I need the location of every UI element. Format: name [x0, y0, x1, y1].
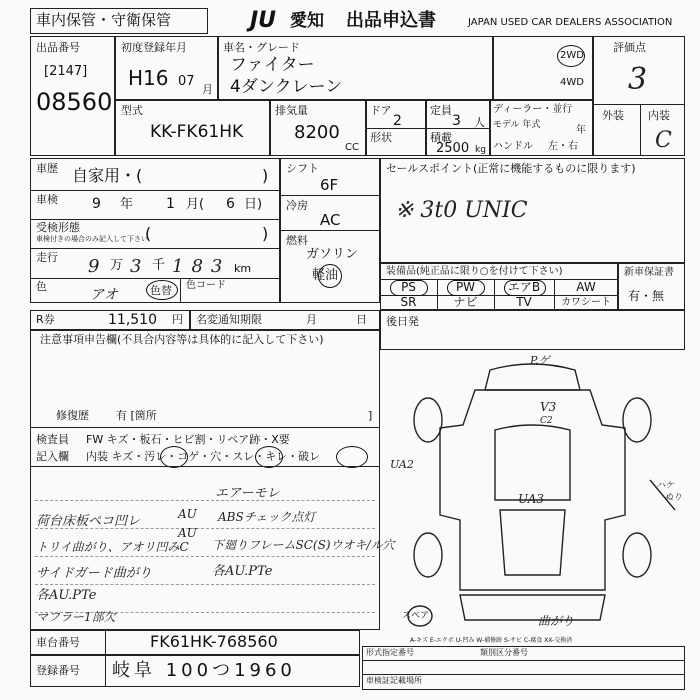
equipment-airbag: エアB	[507, 280, 541, 294]
notice-month: 月	[306, 313, 317, 326]
color-change: 色替	[150, 284, 172, 297]
note-side-guard: サイドガード曲がり	[36, 566, 152, 581]
shift-value: 6F	[320, 176, 339, 194]
drive-4wd: 4WD	[560, 77, 584, 88]
damage-legend: A-キズ E-エクボ U-凹み W-補修跡 S-サビ C-腐食 XX-交換済	[410, 637, 573, 644]
later-ship-box	[380, 310, 685, 350]
exterior-label: 外装	[602, 109, 624, 122]
chassis-vdivider	[105, 630, 106, 655]
warranty-open: (	[145, 224, 152, 243]
later-ship-label: 後日発	[386, 315, 419, 328]
displacement-unit: CC	[345, 142, 359, 153]
grade-label: 評価点	[613, 41, 646, 54]
plate-label: 登録番号	[36, 664, 80, 677]
warranty-type-label: 受検形態	[36, 221, 80, 234]
br-h2	[362, 674, 685, 675]
ac-label: 冷房	[286, 199, 308, 212]
diagram-v3: V3	[540, 400, 557, 414]
doors-label: ドア	[370, 104, 392, 117]
inspector-label: 検査員	[36, 433, 69, 446]
equipment-tv: TV	[516, 295, 532, 309]
drive-2wd: 2WD	[560, 50, 584, 61]
equipment-leather: カワシート	[561, 297, 611, 308]
ac-value: AC	[320, 211, 341, 229]
handle-label: ハンドル	[493, 141, 533, 152]
model-year-label: モデル 年式	[493, 120, 541, 130]
notice-label: 名変通知期限	[196, 313, 262, 326]
load-unit: kg	[475, 145, 486, 155]
fw-check-row: FW キズ・板石・ヒビ割・リペア跡・X要	[86, 433, 290, 446]
br-h1	[362, 660, 685, 661]
diagram-ua3: UA3	[518, 492, 545, 506]
inspection-month: 1	[166, 196, 175, 212]
mileage-v2: 3	[130, 256, 142, 277]
registration-year: H16	[128, 66, 169, 90]
repair-history-value: 有 [箇所	[116, 409, 157, 422]
note-all-au: 各AU.PTe	[36, 588, 97, 603]
diagram-hake: ハケ	[656, 481, 675, 491]
diagram-nuri: ぬり	[664, 493, 683, 503]
dealer-label: ディーラー・並行	[493, 104, 573, 115]
warranty-type-sub: 車検付きの場合のみ記入して下さい	[36, 235, 148, 243]
vehicle-grade: 4ダンクレーン	[230, 77, 343, 97]
plate-vdivider	[105, 655, 106, 687]
type-class-label: 類別区分番号	[480, 648, 528, 657]
load-value: 2500	[436, 141, 470, 156]
inspection-year-unit: 年	[120, 197, 134, 212]
entry-label: 記入欄	[36, 450, 69, 463]
displacement-value: 8200	[294, 122, 340, 143]
diagram-spare: スペア	[402, 611, 430, 621]
equipment-label: 装備品(純正品に限り○を付けて下さい)	[386, 266, 563, 277]
sales-point-text: ※ 3t0 UNIC	[395, 198, 528, 223]
checks-bottom-line	[30, 466, 380, 467]
color-vdivider	[180, 278, 181, 303]
r-ticket-value: 11,510	[108, 312, 157, 328]
warranty-close: )	[262, 224, 269, 243]
capacity-value: 3	[452, 113, 461, 129]
note-line-1	[35, 500, 375, 501]
logo: JU	[250, 8, 277, 33]
mileage-v1: 9	[88, 256, 100, 277]
fuel-label: 燃料	[286, 234, 308, 247]
int-check-mark-3	[336, 446, 368, 468]
shift-label: シフト	[286, 162, 319, 175]
mileage-u2: 千	[152, 258, 166, 273]
diagram-c2: C2	[540, 416, 553, 426]
fuel-value-2: 軽油	[312, 268, 339, 283]
registration-label: 初度登録年月	[121, 41, 187, 54]
int-check-mark-1	[160, 446, 188, 468]
interior-check-row: 内装 キズ・汚レ・コゲ・穴・スレ・キレ・破レ	[86, 450, 321, 463]
doors-value: 2	[393, 113, 402, 129]
interior-label: 内装	[648, 109, 670, 122]
mileage-unit: km	[234, 262, 252, 275]
grade-score: 3	[628, 62, 648, 97]
note-torii: トリイ曲がり、アオリ凹みC	[36, 540, 189, 554]
form-title: 出品申込書	[346, 10, 436, 31]
chassis-label: 車台番号	[36, 636, 80, 649]
mileage-u1: 万	[110, 258, 124, 273]
note-bed-dent-code: AU	[178, 507, 197, 521]
spec-divider-1	[280, 195, 380, 196]
divider-2	[30, 219, 280, 220]
capacity-unit: 人	[474, 116, 485, 129]
note-muffler: マフラー1部欠	[36, 610, 116, 624]
repair-history-close: ]	[368, 409, 373, 422]
interior-score: C	[655, 128, 672, 153]
equipment-navi: ナビ	[453, 295, 478, 309]
registration-month-unit: 月	[202, 83, 213, 96]
registration-month: 07	[178, 74, 195, 89]
listing-label: 出品番号	[36, 41, 80, 54]
model-value: KK-FK61HK	[150, 122, 244, 142]
history-value: 自家用・(	[72, 166, 143, 185]
diagram-ua2: UA2	[390, 458, 414, 471]
note-torii-code: AU	[178, 526, 197, 540]
load-label: 積載	[430, 131, 452, 144]
chassis-value: FK61HK-768560	[150, 632, 278, 651]
color-code-label: 色コード	[186, 280, 226, 291]
listing-number: 08560	[36, 88, 113, 116]
inspection-label: 車検	[36, 193, 58, 206]
equipment-ps: PS	[401, 280, 416, 294]
warranty-book-label: 新車保証書	[624, 267, 674, 278]
inspection-day: 6	[226, 196, 235, 212]
handle-value: 左・右	[548, 141, 578, 152]
model-designation-label: 形式指定番号	[366, 648, 414, 657]
inspection-day-unit: 日)	[244, 197, 263, 212]
mileage-v3: 183	[172, 256, 231, 277]
vehicle-name: ファイター	[230, 55, 315, 75]
note-air-leak: エアーモレ	[215, 486, 280, 501]
r-ticket-unit: 円	[172, 313, 183, 326]
notice-day: 日	[356, 313, 367, 326]
fuel-value-1: ガソリン	[306, 247, 359, 262]
grade-divider	[593, 104, 685, 105]
history-close: )	[262, 166, 269, 185]
inspection-year: 9	[92, 196, 101, 212]
color-label: 色	[36, 280, 47, 293]
shape-divider	[366, 128, 426, 129]
certificate-place-label: 車検証記載場所	[366, 676, 422, 685]
divider-1	[30, 190, 280, 191]
repair-history-label: 修復歴	[56, 409, 89, 422]
org-name: 愛知	[290, 11, 324, 31]
equipment-sr: SR	[400, 295, 417, 309]
storage-label: 車内保管・守衛保管	[36, 11, 172, 29]
mileage-label: 走行	[36, 251, 58, 264]
int-check-mark-2	[255, 446, 283, 468]
grade-vdivider	[640, 104, 641, 156]
vehicle-label: 車名・グレード	[223, 41, 300, 54]
spec-divider-2	[280, 230, 380, 231]
note-frame: 下廻りフレームSC(S)ウオキ/ル穴	[212, 538, 395, 552]
diagram-bent: 曲がり	[538, 614, 575, 628]
equipment-aw: AW	[576, 280, 596, 294]
notes-label: 注意事項申告欄(不具合内容等は具体的に記入して下さい)	[40, 333, 324, 346]
note-all-au-right: 各AU.PTe	[212, 564, 273, 579]
note-abs: ABSチェック点灯	[218, 510, 316, 524]
capacity-label: 定員	[430, 104, 452, 117]
note-line-3	[35, 556, 375, 557]
divider-3	[30, 248, 280, 249]
model-label: 型式	[121, 104, 143, 117]
note-bed-dent: 荷台床板ペコ凹レ	[36, 514, 141, 529]
equipment-pw: PW	[455, 280, 476, 294]
r-ticket-label: R券	[36, 313, 55, 326]
diagram-top-note: P.ゲ	[530, 354, 550, 367]
plate-value: 岐阜 100つ1960	[112, 660, 296, 681]
association-name: JAPAN USED CAR DEALERS ASSOCIATION	[468, 17, 673, 28]
divider-4	[30, 278, 280, 279]
load-divider	[426, 128, 490, 129]
listing-bracket: [2147]	[44, 64, 88, 79]
color-value: アオ	[90, 287, 118, 303]
model-year-unit: 年	[576, 125, 586, 136]
warranty-book-value: 有・無	[628, 289, 665, 303]
displacement-label: 排気量	[275, 104, 308, 117]
sales-point-label: セールスポイント(正常に機能するものに限ります)	[386, 162, 636, 175]
shape-label: 形状	[370, 131, 392, 144]
checks-top-line	[30, 427, 380, 428]
history-label: 車歴	[36, 162, 58, 175]
inspection-month-unit: 月(	[186, 197, 205, 212]
